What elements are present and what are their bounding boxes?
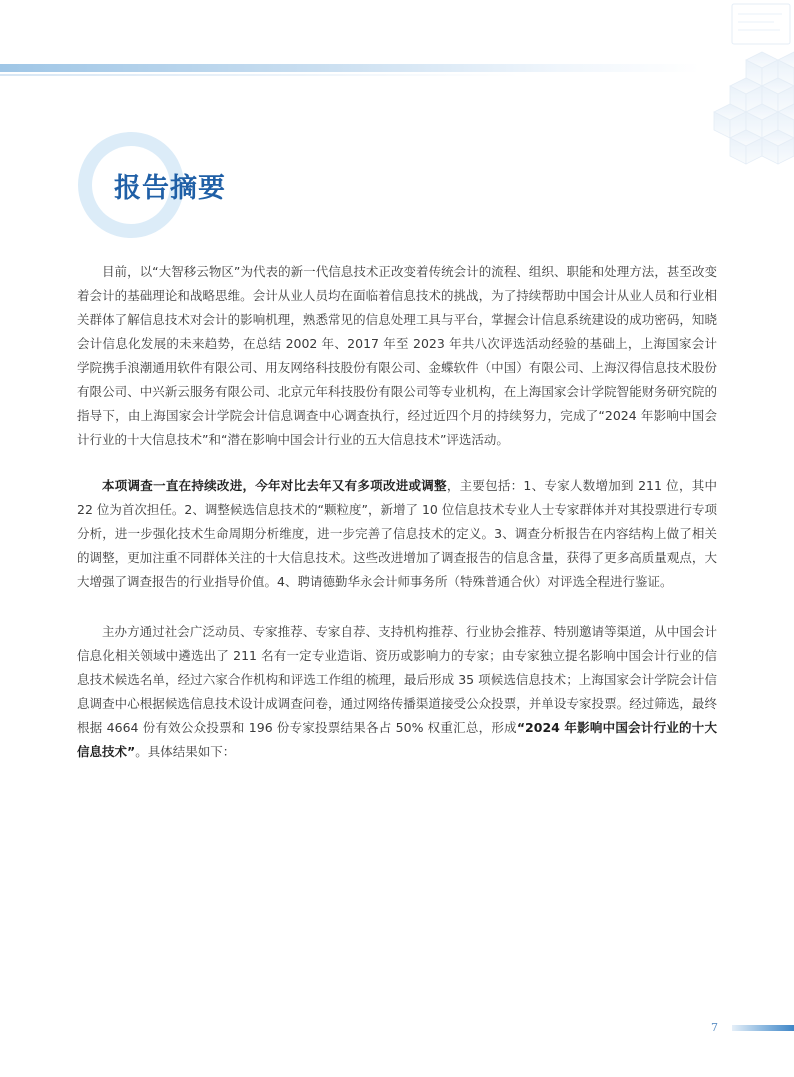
paragraph-methodology-end: 。具体结果如下： [135, 744, 236, 759]
footer-bar [732, 1025, 794, 1031]
paragraph-improvements-text: ，主要包括：1、专家人数增加到 211 位，其中 22 位为首次担任。2、调整候选信息技术的“颗粒度”，新增了 10 位信息技术专业人士专家群体并对其投票进行专项分析，进一步强化技术生命周期分析维度，进一步完善了信息技术的定义。3、调查分析报告在内容结构上做了相关的调整，更加注重不同群体关注的十大信息技术。这些改进增加了调查报告的信息含量，获得了更多高质量观点，大大增强了调查报告的行业指导价值。4、聘请德勤华永会计师事务所（特殊普通合伙）对评选全程进行鉴证。 [77, 478, 717, 589]
header-stripe-thin [0, 74, 520, 76]
paragraph-methodology-bold: “2024 年影响中国会计行业的十大信息技术” [77, 720, 718, 759]
section-title: 报告摘要 [114, 173, 226, 204]
cube-pattern-decoration [634, 0, 794, 200]
paragraph-methodology [77, 620, 717, 764]
paragraph-improvements [77, 474, 717, 594]
paragraph-intro: 目前，以“大智移云物区”为代表的新一代信息技术正改变着传统会计的流程、组织、职能和处理方法，甚至改变着会计的基础理论和战略思维。会计从业人员均在面临着信息技术的挑战，为了持续帮助中国会计从业人员和行业相关群体了解信息技术对会计的影响机理，熟悉常见的信息处理工具与平台，掌握会计信息系统建设的成功密码，知晓会计信息化发展的未来趋势，在总结 2002 年、2017 年至 2023 年共八次评选活动经验的基础上，上海国家会计学院携手浪潮通用软件有限公司、用友网络科技股份有限公司、金蝶软件（中国）有限公司、上海汉得信息技术股份有限公司、中兴新云服务有限公司、北京元年科技股份有限公司等专业机构，在上海国家会计学院智能财务研究院的指导下，由上海国家会计学院会计信息调查中心调查执行，经过近四个月的持续努力，完成了“2024 年影响中国会计行业的十大信息技术”和“潜在影响中国会计行业的五大信息技术”评选活动。 [77, 264, 717, 447]
paragraph-improvements-bold: 本项调查一直在持续改进，今年对比去年又有多项改进或调整 [102, 478, 447, 493]
header-stripe [0, 64, 700, 72]
page-number: 7 [711, 1021, 718, 1034]
paragraph-methodology-text: 主办方通过社会广泛动员、专家推荐、专家自荐、支持机构推荐、行业协会推荐、特别邀请等渠道，从中国会计信息化相关领域中遴选出了 211 名有一定专业造诣、资历或影响力的专家；由专家独立提名影响中国会计行业的信息技术候选名单，经过六家合作机构和评选工作组的梳理，最后形成 35 项候选信息技术；上海国家会计学院会计信息调查中心根据候选信息技术设计成调查问卷，通过网络传播渠道接受公众投票，并单设专家投票。经过筛选，最终根据 4664 份有效公众投票和 196 份专家投票结果各占 50% 权重汇总，形成 [77, 624, 717, 735]
